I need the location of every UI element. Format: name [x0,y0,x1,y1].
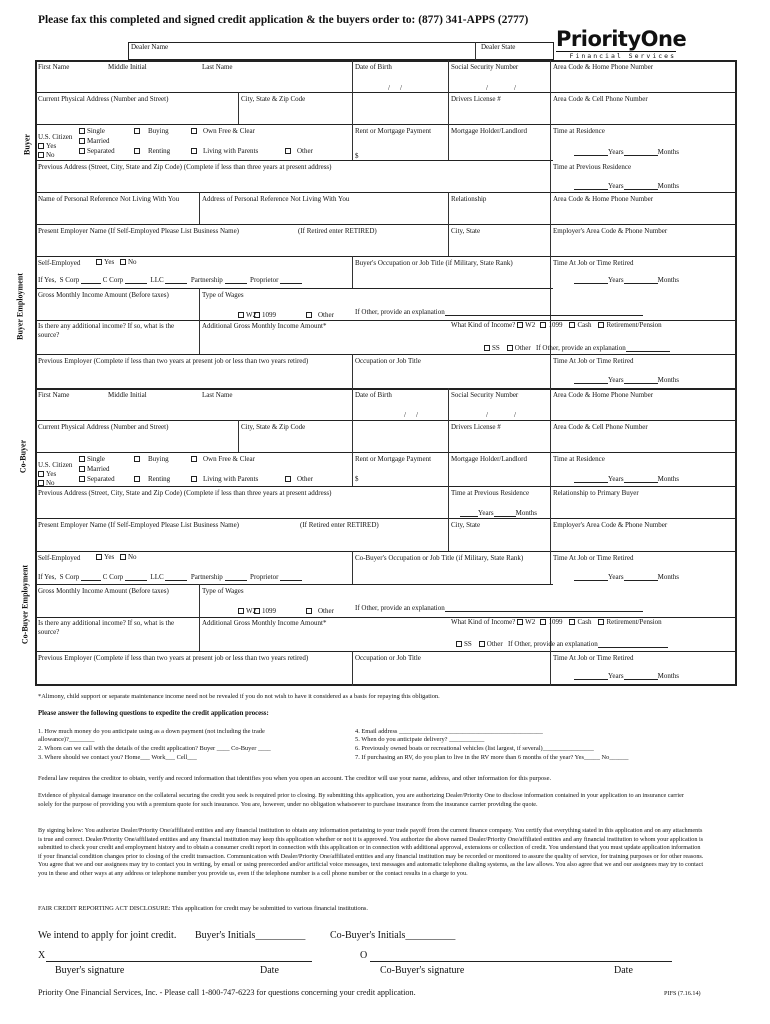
if-yes-label: If Yes, [38,573,57,581]
slash: / [416,411,418,419]
cobuyer-address-label: Current Physical Address (Number and Street) [38,423,169,431]
logo-text: PriorityOne [556,27,687,51]
alimony-note: *Alimony, child support or separate maintenance income need not be revealed if you do not wish to have it considered as a basis for repaying this obligation. [38,693,440,700]
if-other-label: If Other, provide an explanation [355,604,445,612]
slash: / [486,84,488,92]
if-other-label: If Other, provide an explanation [508,640,598,648]
page-title: Please fax this completed and signed credit application & the buyers order to: (877) 341-APPS (2777) [38,14,529,26]
retirement-label: Retirement/Pension [606,618,662,626]
slash: / [388,84,390,92]
slash: / [486,411,488,419]
married-label: Married [87,137,110,145]
retirement-label: Retirement/Pension [606,321,662,329]
separated-checkbox[interactable] [79,148,85,154]
years-label: Years [608,182,624,190]
married-checkbox[interactable] [79,138,85,144]
llc-label: LLC [150,276,164,284]
buying-checkbox[interactable] [134,128,140,134]
cobuyer-middle-initial-label: Middle Initial [108,391,147,399]
retired-label: (If Retired enter RETIRED) [300,521,379,529]
living-parents-label: Living with Parents [203,147,259,155]
no-label: No [128,258,137,266]
form-id: PIFS (7.16.14) [664,990,701,997]
cobuyer-city-state-zip-label: City, State & Zip Code [241,423,306,431]
buyer-address-label: Current Physical Address (Number and Street) [38,95,169,103]
relationship-buyer-label: Relationship to Primary Buyer [553,489,639,497]
occupation-label: Occupation or Job Title [355,654,421,662]
side-label-buyer-employment: Buyer Employment [15,273,25,340]
other-label: Other [318,607,334,615]
joint-credit-statement: We intend to apply for joint credit. [38,930,177,941]
w2-checkbox[interactable] [238,312,244,318]
reference-address-label: Address of Personal Reference Not Living With You [202,195,350,203]
w2-label: W2 [246,607,257,615]
years-label: Years [478,509,494,517]
cobuyer-signature-label: Co-Buyer's signature [380,965,465,976]
buyer-signature-line[interactable] [46,961,312,962]
buyer-middle-initial-label: Middle Initial [108,63,147,71]
buyer-ssn-label: Social Security Number [451,63,519,71]
1099-label: 1099 [548,321,563,329]
mortgage-holder-label: Mortgage Holder/Landlord [451,127,528,135]
slash: / [404,411,406,419]
self-employed-no-checkbox[interactable] [120,259,126,265]
cobuyer-time-residence-label: Time at Residence [553,455,605,463]
time-job-label: Time At Job or Time Retired [553,259,634,267]
wages-other-checkbox[interactable] [306,312,312,318]
cobuyer-home-phone-label: Area Code & Home Phone Number [553,391,654,399]
c-corp-label: C Corp [102,573,124,581]
s-corp-label: S Corp [59,276,80,284]
cobuyer-time-prev-label: Time at Previous Residence [451,489,530,497]
employer-city-state-label: City, State [451,227,481,235]
buying-label: Buying [148,455,169,463]
time-job-label: Time At Job or Time Retired [553,654,634,662]
question-2: 2. Whom can we call with the details of the credit application? Buyer ____ Co-Buyer ____ [38,745,271,752]
cobuyer-other-checkbox[interactable] [285,476,291,482]
income-1099-checkbox[interactable] [540,322,546,328]
income-cash-checkbox[interactable] [569,322,575,328]
ss-label: SS [464,640,472,648]
employer-phone-label: Employer's Area Code & Phone Number [553,227,668,235]
insurance-note: Evidence of physical damage insurance on the collateral securing the credit you seek is required prior to closing. By submitting this application, you are authorizing Dealer/Priority One to disclose information contained in your application to an insurance carrier solely for the purpose of providing you with a premium quote for such insurance. You are, however, under no obligation whatsoever to purchase insurance from the insurance carrier providing the quote. [38,792,684,808]
gross-income-label: Gross Monthly Income Amount (Before taxes) [38,587,169,595]
separated-label: Separated [87,147,115,155]
slash: / [514,411,516,419]
yes-label: Yes [46,142,57,150]
living-parents-checkbox[interactable] [191,148,197,154]
single-label: Single [87,455,105,463]
buyer-signature-label: Buyer's signature [55,965,125,976]
question-1-answer: allowance)?________ [38,736,95,743]
footer-contact: Priority One Financial Services, Inc. - Please call 1-800-747-6223 for questions concerning your credit application. [38,988,416,997]
cobuyer-income-retirement-checkbox[interactable] [598,619,604,625]
other-label: Other [297,475,313,483]
us-citizen-yes-checkbox[interactable] [38,143,44,149]
cobuyer-income-1099-checkbox[interactable] [540,619,546,625]
cobuyer-citizen-no-checkbox[interactable] [38,480,44,486]
what-kind-label: What Kind of Income? [451,618,516,626]
cobuyer-1099-checkbox[interactable] [254,608,260,614]
time-job-label: Time At Job or Time Retired [553,554,634,562]
cobuyer-city-state-label: City, State [451,521,481,529]
side-label-cobuyer: Co-Buyer [18,439,28,474]
own-free-label: Own Free & Clear [203,127,255,135]
employer-label: Present Employer Name (If Self-Employed Please List Business Name) [38,227,240,235]
cobuyer-living-parents-checkbox[interactable] [191,476,197,482]
cobuyer-self-yes-checkbox[interactable] [96,554,102,560]
months-label: Months [657,148,680,156]
months-label: Months [515,509,538,517]
cobuyer-prev-address-label: Previous Address (Street, City, State and Zip Code) (Complete if less than three years at present address) [38,489,332,497]
buying-label: Buying [148,127,169,135]
cobuyer-self-no-checkbox[interactable] [120,554,126,560]
years-label: Years [608,573,624,581]
cobuyer-employer-phone-label: Employer's Area Code & Phone Number [553,521,668,529]
buyer-date-label: Date [260,965,279,976]
years-label: Years [608,376,624,384]
question-6: 6. Previously owned boats or recreational vehicles (list largest, if several)________________ [355,745,594,752]
cobuyer-income-other-checkbox[interactable] [479,641,485,647]
buyer-cell-phone-label: Area Code & Cell Phone Number [553,95,648,103]
cobuyer-separated-checkbox[interactable] [79,476,85,482]
buyer-license-label: Drivers License # [451,95,501,103]
buyer-us-citizen-label: U.S. Citizen [38,133,73,141]
buyer-dob-label: Date of Birth [355,63,392,71]
side-label-cobuyer-employment: Co-Buyer Employment [20,564,30,645]
gross-income-label: Gross Monthly Income Amount (Before taxes) [38,291,169,299]
question-3: 3. Where should we contact you? Home___ Work___ Cell___ [38,754,197,761]
cobuyer-initials[interactable]: Co-Buyer's Initials__________ [330,930,456,941]
partnership-label: Partnership [190,276,223,284]
years-label: Years [608,672,624,680]
type-wages-label: Type of Wages [202,291,244,299]
buyer-initials[interactable]: Buyer's Initials__________ [195,930,306,941]
cobuyer-first-name-label: First Name [38,391,70,399]
prev-employer-label: Previous Employer (Complete if less than two years at present job or less than two years retired) [38,357,309,365]
months-label: Months [657,376,680,384]
reference-name-label: Name of Personal Reference Not Living With You [38,195,180,203]
cobuyer-ssn-label: Social Security Number [451,391,519,399]
additional-income-question: Is there any additional income? If so, what is the source? [38,619,175,636]
if-other-label: If Other, provide an explanation [536,344,626,352]
w2-label: W2 [246,311,257,319]
cobuyer-buying-checkbox[interactable] [134,456,140,462]
renting-label: Renting [148,475,171,483]
question-1: 1. How much money do you anticipate using as a down payment (not including the trade [38,728,265,735]
llc-label: LLC [150,573,164,581]
income-retirement-checkbox[interactable] [598,322,604,328]
cobuyer-o-mark: O [360,950,368,961]
logo-subtext: Financial Services [556,51,676,60]
1099-label: 1099 [548,618,563,626]
months-label: Months [657,573,680,581]
months-label: Months [657,276,680,284]
other-checkbox[interactable] [285,148,291,154]
side-label-buyer: Buyer [22,134,32,155]
buyer-home-phone-label: Area Code & Home Phone Number [553,63,654,71]
reference-phone-label: Area Code & Home Phone Number [553,195,654,203]
cobuyer-occupation-label: Co-Buyer's Occupation or Job Title (if Military, State Rank) [355,554,524,562]
other-label: Other [318,311,334,319]
type-wages-label: Type of Wages [202,587,244,595]
buyer-city-state-zip-label: City, State & Zip Code [241,95,306,103]
living-parents-label: Living with Parents [203,475,259,483]
ss-label: SS [492,344,500,352]
renting-checkbox[interactable] [134,148,140,154]
self-employed-yes-checkbox[interactable] [96,259,102,265]
cobuyer-income-cash-checkbox[interactable] [569,619,575,625]
single-label: Single [87,127,105,135]
dollar-sign: $ [355,475,359,483]
additional-income-question: Is there any additional income? If so, what is the source? [38,322,175,339]
months-label: Months [657,672,680,680]
buyer-prev-address-label: Previous Address (Street, City, State and Zip Code) (Complete if less than three years at present address) [38,163,332,171]
time-job-label: Time At Job or Time Retired [553,357,634,365]
no-label: No [46,479,55,487]
question-4: 4. Email address _____________________________________________ [355,728,543,735]
buyer-x-mark: X [38,950,46,961]
us-citizen-no-checkbox[interactable] [38,152,44,158]
income-ss-checkbox[interactable] [484,345,490,351]
months-label: Months [657,475,680,483]
dealer-name-label: Dealer Name [131,43,169,51]
cobuyer-own-free-checkbox[interactable] [191,456,197,462]
income-w2-checkbox[interactable] [517,322,523,328]
months-label: Months [657,182,680,190]
cobuyer-renting-checkbox[interactable] [134,476,140,482]
cash-label: Cash [577,618,592,626]
relationship-label: Relationship [451,195,487,203]
years-label: Years [608,148,624,156]
questions-heading: Please answer the following questions to expedite the credit application process: [38,710,269,717]
married-label: Married [87,465,110,473]
cobuyer-date-label: Date [614,965,633,976]
other-label: Other [514,344,531,352]
cobuyer-prev-employer-label: Previous Employer (Complete if less than two years at present job or less than two years retired) [38,654,309,662]
income-other-checkbox[interactable] [507,345,513,351]
additional-amount-label: Additional Gross Monthly Income Amount* [202,619,327,627]
dollar-sign: $ [355,152,359,160]
cobuyer-holder-label: Mortgage Holder/Landlord [451,455,528,463]
other-label: Other [486,640,503,648]
occupation-label: Occupation or Job Title [355,357,421,365]
what-kind-label: What Kind of Income? [451,321,516,329]
if-yes-label: If Yes, [38,276,57,284]
cobuyer-cell-phone-label: Area Code & Cell Phone Number [553,423,648,431]
partnership-label: Partnership [190,573,223,581]
c-corp-label: C Corp [102,276,124,284]
buyer-first-name-label: First Name [38,63,70,71]
cobuyer-wages-other-checkbox[interactable] [306,608,312,614]
cobuyer-income-ss-checkbox[interactable] [456,641,462,647]
yes-label: Yes [104,258,115,266]
signing-terms: By signing below: You authorize Dealer/Priority One/affiliated entities and any financial institution to obtain any information pertaining to your trade payoff from the current finance company. You certify that everything stated in this application and on any attachments is true and correct. Dealer/Priority One/affiliated entities and any financial institution may keep this application whether or not it is approved. You authorize the above named Dealer/Priority One/affiliated entities and any financial institution to whom your application is submitted to check your credit and employment history and to obtain a consumer credit report in connection with this application or in connection with additional approval, extensions or collection of credit. You understand that you must update application information if your financial condition changes prior to closing of the credit transaction. Communication with Dealer/Priority One/affiliated entities and any financial institution may be recorded or monitored to assure the quality of service, for training purposes or for other reasons. You agree that we and our assignees may try to contact you in writing, by email or using prerecorded and/or artificial voice messages, text messages and automatic telephone dialing systems, as the law allows. You also agree that we and our assignees may try to contact you in these and other ways at any address or telephone number you provide us, even if the telephone number is a cell phone number or the contact results in a charge to you. [38,827,704,877]
dealer-state-label: Dealer State [481,43,516,51]
self-employed-label: Self-Employed [38,554,81,562]
s-corp-label: S Corp [59,573,80,581]
cobuyer-married-checkbox[interactable] [79,466,85,472]
cobuyer-income-w2-checkbox[interactable] [517,619,523,625]
cobuyer-w2-checkbox[interactable] [238,608,244,614]
1099-checkbox[interactable] [254,312,260,318]
logo [556,27,687,62]
no-label: No [128,553,137,561]
own-free-label: Own Free & Clear [203,455,255,463]
1099-label: 1099 [262,607,276,615]
time-prev-residence-label: Time at Previous Residence [553,163,632,171]
slash: / [514,84,516,92]
question-5: 5. When do you anticipate delivery? ___________ [355,736,485,743]
rent-mortgage-label: Rent or Mortgage Payment [355,127,432,135]
retired-label: (If Retired enter RETIRED) [298,227,377,235]
slash: / [400,84,402,92]
w2-label: W2 [525,321,536,329]
1099-label: 1099 [262,311,276,319]
buyer-last-name-label: Last Name [202,63,233,71]
time-residence-label: Time at Residence [553,127,605,135]
cash-label: Cash [577,321,592,329]
w2-label: W2 [525,618,536,626]
years-label: Years [608,475,624,483]
cobuyer-us-citizen-label: U.S. Citizen [38,461,73,469]
self-employed-label: Self-Employed [38,259,81,267]
question-7: 7. If purchasing an RV, do you plan to live in the RV more than 6 months of the year? Yes_____ No______ [355,754,629,761]
cobuyer-signature-line[interactable] [370,961,672,962]
cobuyer-single-checkbox[interactable] [79,456,85,462]
fcra-disclosure: FAIR CREDIT REPORTING ACT DISCLOSURE: This application for credit may be submitted to various financial institutions. [38,905,369,912]
buyer-occupation-label: Buyer's Occupation or Job Title (if Military, State Rank) [355,259,513,267]
years-label: Years [608,276,624,284]
single-checkbox[interactable] [79,128,85,134]
if-other-label: If Other, provide an explanation [355,308,445,316]
yes-label: Yes [104,553,115,561]
cobuyer-license-label: Drivers License # [451,423,501,431]
no-label: No [46,151,55,159]
cobuyer-last-name-label: Last Name [202,391,233,399]
additional-amount-label: Additional Gross Monthly Income Amount* [202,322,327,330]
own-free-checkbox[interactable] [191,128,197,134]
proprietor-label: Proprietor [250,276,279,284]
separated-label: Separated [87,475,115,483]
cobuyer-employer-label: Present Employer Name (If Self-Employed Please List Business Name) [38,521,240,529]
other-label: Other [297,147,313,155]
cobuyer-dob-label: Date of Birth [355,391,392,399]
yes-label: Yes [46,470,57,478]
cobuyer-citizen-yes-checkbox[interactable] [38,471,44,477]
proprietor-label: Proprietor [250,573,279,581]
federal-law-note: Federal law requires the creditor to obtain, verify and record information that identifies you when you open an account. The creditor will use your name, address, and other information for this purpose. [38,775,552,782]
cobuyer-rent-label: Rent or Mortgage Payment [355,455,432,463]
renting-label: Renting [148,147,171,155]
